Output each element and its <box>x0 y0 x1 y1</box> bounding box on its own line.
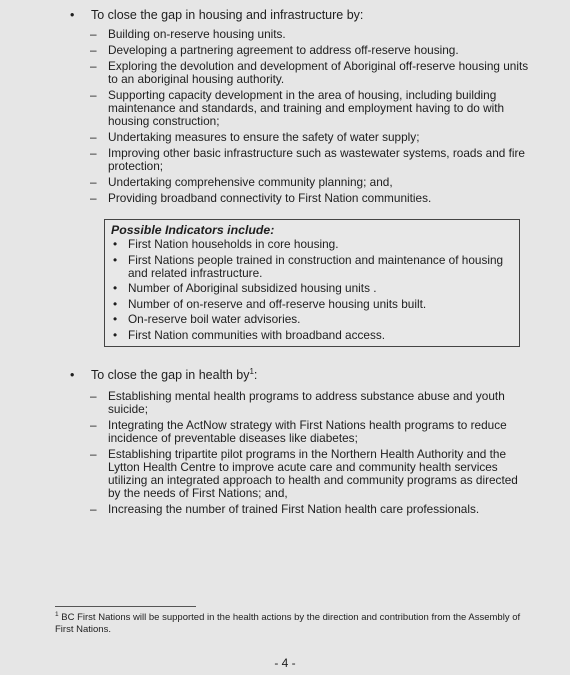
page-number: - 4 - <box>274 656 296 670</box>
list-item <box>89 44 529 57</box>
dash-icon: – <box>90 418 97 432</box>
list-item-text: Providing broadband connectivity to First Nation communities. <box>108 191 432 205</box>
list-item <box>89 176 529 189</box>
list-item-text: Establishing mental health programs to address substance abuse and youth suicide; <box>108 389 505 416</box>
indicator-text: Number of on-reserve and off-reserve housing units built. <box>128 296 427 311</box>
dash-icon: – <box>90 447 97 461</box>
footnote-reference[interactable]: 1 <box>249 366 254 376</box>
list-item-text: Undertaking measures to ensure the safety of water supply; <box>108 130 420 144</box>
list-item-text: Supporting capacity development in the area of housing, including building maintenance and standards, and training and employment having to do with housing construction; <box>108 88 505 128</box>
bullet-icon: • <box>113 237 118 251</box>
list-item-text: Increasing the number of trained First Nation health care professionals. <box>108 502 480 516</box>
list-item <box>89 503 529 516</box>
footnote-text: BC First Nations will be supported in the health actions by the direction and contribution from the Assembly of First Nations. <box>55 612 521 635</box>
list-item <box>89 60 529 86</box>
dash-icon: – <box>90 130 97 144</box>
list-item <box>89 448 529 500</box>
dash-icon: – <box>90 146 97 160</box>
list-item-text: Integrating the ActNow strategy with First Nations health programs to reduce incidence of preventable diseases like diabetes; <box>108 418 507 445</box>
list-item <box>89 28 529 41</box>
indicator-item <box>109 298 517 311</box>
dash-icon: – <box>90 59 97 73</box>
bullet-icon: • <box>113 327 118 342</box>
list-item-text: Exploring the devolution and development of Aboriginal off-reserve housing units to an aboriginal housing authority. <box>108 59 529 86</box>
indicator-item <box>109 313 517 326</box>
dash-icon: – <box>90 88 97 102</box>
indicator-item <box>109 329 517 342</box>
bullet-icon: • <box>113 296 118 311</box>
list-item-text: Establishing tripartite pilot programs in the Northern Health Authority and the Lytton Health Centre to improve acute care and community health services utilizing an integrated approach to health and community programs as directed by the needs of First Nations; and, <box>108 447 518 500</box>
list-item-text: Improving other basic infrastructure such as wastewater systems, roads and fire protection; <box>108 146 525 173</box>
indicators-list <box>109 238 517 344</box>
dash-icon: – <box>90 175 97 189</box>
list-item <box>89 147 529 173</box>
footnote-mark: 1 <box>55 610 59 618</box>
housing-action-list <box>89 28 529 208</box>
list-item <box>89 419 529 445</box>
bullet-icon: • <box>113 312 118 326</box>
housing-heading-text: To close the gap in housing and infrastructure by: <box>91 8 364 22</box>
indicator-item <box>109 238 517 251</box>
list-item-text: Developing a partnering agreement to address off-reserve housing. <box>108 43 459 57</box>
bullet-icon: • <box>113 281 118 295</box>
indicators-title: Possible Indicators include: <box>111 223 275 237</box>
indicator-text: First Nations people trained in construction and maintenance of housing and related infrastructure. <box>128 252 504 280</box>
list-item <box>89 390 529 416</box>
indicator-text: First Nation communities with broadband access. <box>128 327 386 342</box>
health-action-list <box>89 390 529 519</box>
bullet-icon: • <box>70 8 75 22</box>
health-heading-colon: : <box>253 368 258 382</box>
list-item-text: Building on-reserve housing units. <box>108 27 286 41</box>
list-item <box>89 131 529 144</box>
indicator-item <box>109 254 517 280</box>
indicator-text: On-reserve boil water advisories. <box>128 312 301 326</box>
dash-icon: – <box>90 502 97 516</box>
health-heading-text <box>91 368 257 383</box>
dash-icon: – <box>90 389 97 403</box>
dash-icon: – <box>90 191 97 205</box>
footnote-divider <box>55 606 196 607</box>
indicator-item <box>109 282 517 295</box>
bullet-icon: • <box>113 252 118 267</box>
dash-icon: – <box>90 43 97 57</box>
list-item <box>89 192 529 205</box>
indicator-text: First Nation households in core housing. <box>128 237 339 251</box>
bullet-icon: • <box>70 368 75 382</box>
dash-icon: – <box>90 27 97 41</box>
list-item <box>89 89 529 128</box>
indicators-box <box>104 219 520 347</box>
health-heading-label: To close the gap in health by <box>91 368 250 382</box>
list-item-text: Undertaking comprehensive community planning; and, <box>108 175 393 189</box>
footnote <box>55 612 525 636</box>
indicator-text: Number of Aboriginal subsidized housing units . <box>128 281 377 295</box>
